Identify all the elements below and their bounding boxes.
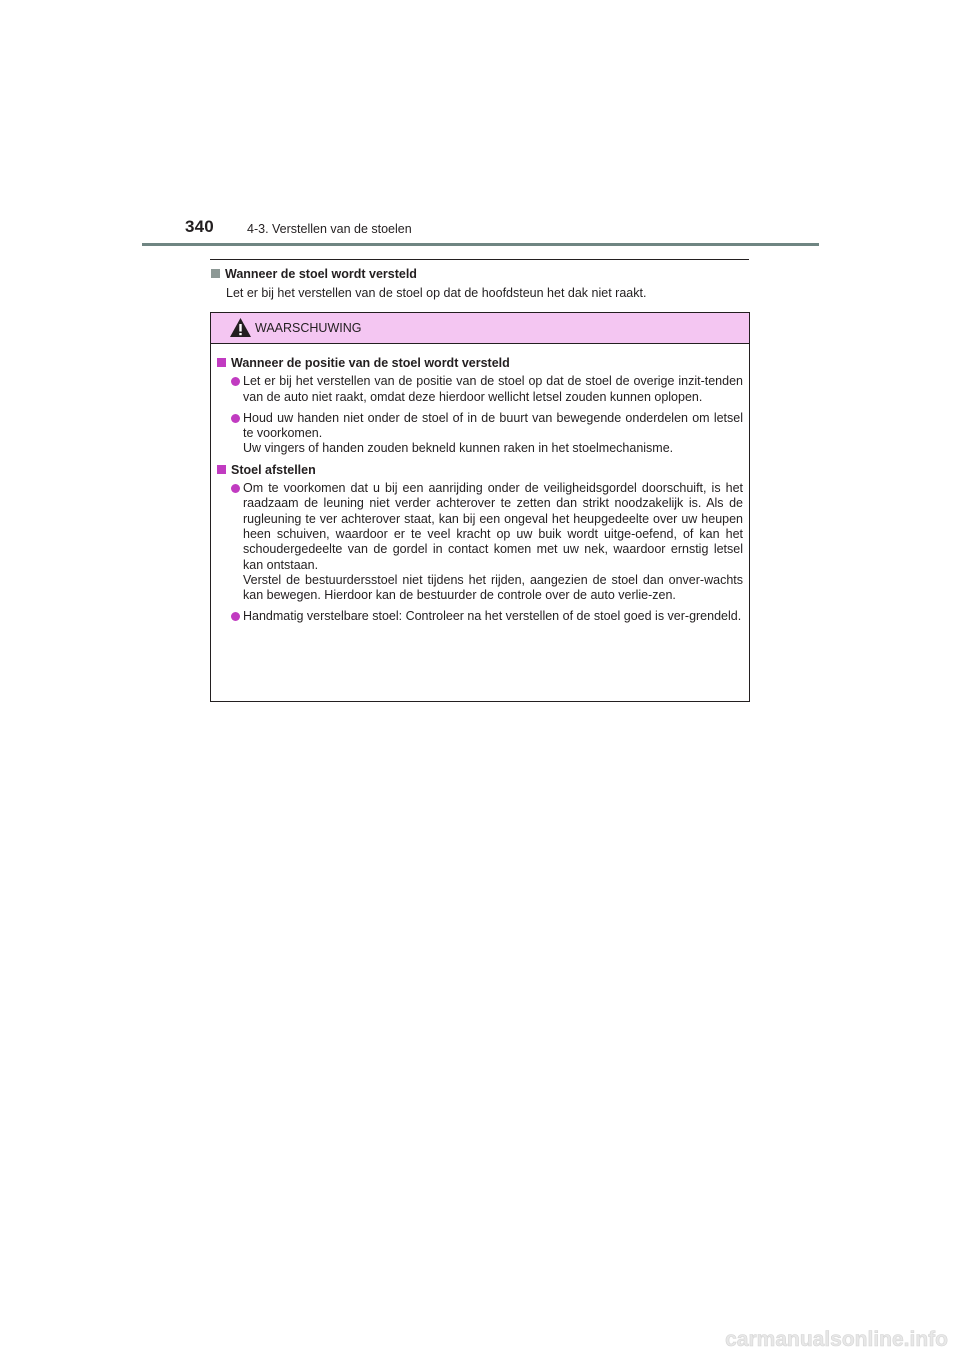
warning-box [210, 312, 750, 702]
item-paragraph: Handmatig verstelbare stoel: Controleer na het verstellen of de stoel goed is ver-grendeld. [243, 609, 742, 624]
subheading-text: Stoel afstellen [231, 462, 316, 477]
chapter-title: 4-3. Verstellen van de stoelen [247, 222, 412, 236]
round-bullet-icon [231, 484, 240, 493]
item-paragraph: Houd uw handen niet onder de stoel of in de buurt van bewegende onderdelen om letsel te voorkomen. [243, 410, 743, 441]
item-paragraph: Om te voorkomen dat u bij een aanrijding onder de veiligheidsgordel doorschuift, is het raadzaam de leuning niet verder achterover te zetten dan strikt noodzakelijk is. Als de rugleuning te ver achterover staat, kan bij een ongeval het heupgedeelte over uw heupen heen schuiven, waardoor er te veel kracht op uw buik wordt uitge-oefend, of kan het schoudergedeelte van de gordel in contact komen met uw nek, waardoor ernstig letsel kan ontstaan. [243, 481, 743, 572]
warning-item [217, 411, 743, 457]
warning-title: WAARSCHUWING [255, 321, 362, 335]
warning-subheading [217, 356, 743, 371]
round-bullet-icon [231, 414, 240, 423]
warning-header [211, 313, 749, 344]
warning-section [217, 463, 743, 625]
warning-item [217, 609, 743, 624]
watermark-logo [650, 1326, 950, 1352]
round-bullet-icon [231, 377, 240, 386]
square-bullet-icon [217, 465, 226, 474]
warning-subheading [217, 463, 743, 478]
page-number: 340 [185, 217, 214, 236]
warning-body [211, 344, 749, 625]
intro-heading-text: Wanneer de stoel wordt versteld [225, 267, 417, 281]
warning-item [217, 374, 743, 405]
item-paragraph: Verstel de bestuurdersstoel niet tijdens het rijden, aangezien de stoel dan onver-wachts kan bewegen. Hierdoor kan de bestuurder de controle over de auto verlie-zen. [243, 572, 743, 603]
square-bullet-icon [217, 358, 226, 367]
intro-text: Let er bij het verstellen van de stoel op dat de hoofdsteun het dak niet raakt. [226, 286, 647, 300]
warning-triangle-icon [229, 317, 252, 338]
section-rule [210, 259, 749, 260]
item-paragraph: Let er bij het verstellen van de positie van de stoel op dat de stoel de overige inzit-tenden van de auto niet raakt, omdat deze hierdoor wellicht letsel zouden kunnen oplopen. [243, 374, 743, 404]
warning-section [217, 356, 743, 457]
warning-item [217, 481, 743, 603]
item-paragraph: Uw vingers of handen zouden bekneld kunnen raken in het stoelmechanisme. [243, 441, 674, 456]
intro-heading [211, 267, 417, 281]
round-bullet-icon [231, 612, 240, 621]
square-bullet-icon [211, 269, 220, 278]
subheading-text: Wanneer de positie van de stoel wordt versteld [231, 356, 510, 370]
header-rule [142, 243, 819, 246]
watermark-text: carmanualsonline.info [725, 1328, 948, 1351]
